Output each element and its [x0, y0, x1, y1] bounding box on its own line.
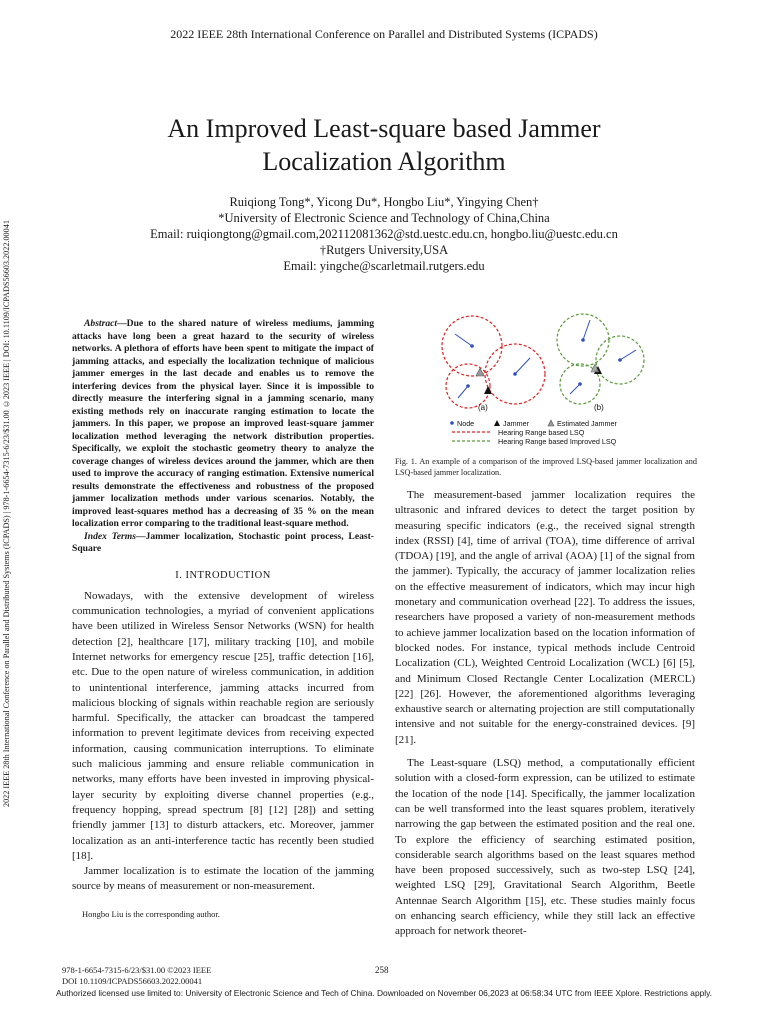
legend-node: Node [457, 419, 475, 428]
affiliation-1: *University of Electronic Science and Technology of China,China [218, 211, 550, 225]
figure-1 [440, 310, 700, 450]
corresponding-author-footnote: Hongbo Liu is the corresponding author. [82, 908, 220, 919]
email-2: Email: yingche@scarletmail.rutgers.edu [283, 259, 485, 273]
panel-b-label: (b) [594, 403, 604, 412]
conference-header: 2022 IEEE 28th International Conference on Parallel and Distributed Systems (ICPADS) [170, 27, 598, 41]
abstract-label: Abstract [84, 318, 118, 329]
jammer-marker [484, 386, 492, 394]
node-marker [581, 338, 585, 342]
panel-a-label: (a) [478, 403, 488, 412]
intro-paragraph-1: Nowadays, with the extensive development of wireless communication technologies, a myriad of convenient applications have been utilized in Wireless Sensor Networks (WSN) for health detection [2], healthcare [17], military tracking [10], and mobile Internet networks for emergency rescue [25], traffic detection [16], etc. Due to the open nature of wireless communication, in addition to unintentional interference, jamming attacks incurred from malicious blocking of signals within reachable region are seriously harmful. Specifically, the attacker can broadcast the tampered information to prevent legitimate devices from receiving expected information, causing communication interruptions. To eliminate such malicious jamming and ensure reliable communication in networks, many efforts have been invested in improving physical-layer security by exploiting diverse channel properties (e.g., frequency hopping, spread spectrum [8] [12] [28]) and setting friendly jammer [13] to disturb attackers, etc. Moreover, jammer localization as an anti-interference tactic has recently been studied [18]. [72, 589, 374, 862]
node-marker [618, 358, 622, 362]
left-column [72, 318, 374, 922]
node-marker [513, 372, 517, 376]
index-terms-text: —Jammer localization, Stochastic point process, Least-Square [72, 530, 374, 554]
page-number: 258 [375, 965, 389, 975]
email-1: Email: ruiqiongtong@gmail.com,202112081362@std.uestc.edu.cn, hongbo.liu@uestc.edu.cn [150, 227, 618, 241]
sidebar-doi-text: 2022 IEEE 28th International Conference on Parallel and Distributed Systems (ICPADS) | 978-1-6654-7315-6/23/$31.00 ©2023 IEEE | DOI: 10.1109/ICPADS56603.2022.00041 [2, 220, 11, 808]
section-heading-introduction: I. INTRODUCTION [175, 569, 271, 581]
figure-1-diagram [440, 310, 700, 450]
footer-doi: DOI 10.1109/ICPADS56603.2022.00041 [62, 975, 203, 986]
authorized-use-notice: Authorized licensed use limited to: University of Electronic Science and Tech of China. Downloaded on November 06,2023 at 06:58:34 UTC from IEEE Xplore. Restrictions apply. [55, 988, 713, 998]
footer-isbn: 978-1-6654-7315-6/23/$31.00 ©2023 IEEE [62, 965, 212, 975]
legend-lsq: Hearing Range based LSQ [498, 428, 585, 437]
node-marker [470, 344, 474, 348]
caption-label: Fig. 1. [395, 457, 417, 466]
legend-jammer: Jammer [503, 419, 529, 428]
node-marker [466, 384, 470, 388]
caption-text: An example of a comparison of the improved LSQ-based jammer localization and LSQ-based jammer localization. [395, 457, 697, 477]
node-marker [578, 382, 582, 386]
figure-legend [450, 419, 617, 446]
abstract [72, 318, 374, 556]
right-paragraph-1: The measurement-based jammer localization requires the ultrasonic and infrared devices to detect the target position by measuring specific indicators (e.g., the received signal strength index (RSSI) [4], time of arrival (TOA), time difference of arrival (TDOA) [19], and the angle of arrival (AOA) [1] of the signal from the jammer). Typically, the accuracy of jammer localization relies on the effective measurement of indicators, which may incur high monetary and communication overhead [22]. To address the issues, researchers have proposed a variety of non-measurement methods to achieve jammer localization based on the location information of blocked nodes. For instance, typical methods include Centroid Localization (CL), Weighted Centroid Localization (WCL) [6] [5], and Minimum Closed Rectangle Center Localization (MERCL) [22] [26]. However, the aforementioned algorithms leveraging exhaustive search or alternating projection are still computationally intensive and not suitable for the energy-constrained devices. [9] [21]. [395, 489, 695, 746]
author-names: Ruiqiong Tong*, Yicong Du*, Hongbo Liu*, Yingying Chen† [229, 195, 539, 209]
affiliation-2: †Rutgers University,USA [319, 243, 449, 257]
author-block [0, 194, 768, 274]
panel-b [557, 314, 644, 412]
legend-improved-lsq: Hearing Range based Improved LSQ [498, 437, 617, 446]
legend-estimated-jammer: Estimated Jammer [557, 419, 617, 428]
panel-a [442, 316, 545, 412]
abstract-text: —Due to the shared nature of wireless mediums, jamming attacks have long been a great hazard to the security of wireless networks. A plethora of efforts have been spent to mitigate the impact of jamming attacks, and especially the localization technique of malicious jammer emerges in the last decade and enables us to remove the interfering devices from the physical layer. Since it is impossible to directly measure the interfering signal in a jamming scenario, many existing methods rely on inaccurate ranging estimation to locate the jammers. In this paper, we propose an improved least-square jammer localization method leveraging the network distribution properties. Specifically, we exploit the stochastic geometry theory to analyze the coverage changes of wireless devices around the jammer, which are then used to improve the accuracy of ranging estimation. Extensive numerical results demonstrate the effectiveness and robustness of the proposed jammer localization methods under various scenarios. Notably, the improved least-squares method has a decreasing of 35 % on the mean localization error comparing to the traditional least-square method. [72, 318, 374, 529]
footer-isbn-doi [62, 965, 211, 986]
figure-1-caption [395, 456, 697, 478]
index-terms-label: Index Terms [84, 530, 136, 542]
right-paragraph-2: The Least-square (LSQ) method, a computationally efficient solution with a closed-form expression, can be utilized to estimate the location of the node [14]. Specifically, the jammer localization can be well transformed into the least squares problem, iteratively narrowing the gap between the estimated position and the real one. To explore the efficiency of searching estimated position, considerable search algorithms based on the least squares method have been proposed successively, such as two-step LSQ [24], weighted LSQ [29], Gravitational Search Algorithm, Beetle Antennae Search Algorithm [15], etc. These studies mainly focus on enhancing search efficiency, while they still lack an effective approach for network theoret- [395, 757, 695, 938]
intro-paragraph-2: Jammer localization is to estimate the location of the jamming source by means of measurement or non-measurement. [72, 865, 374, 893]
estimated-jammer-marker [476, 368, 484, 376]
right-column [395, 488, 695, 940]
paper-title: An Improved Least-square based Jammer Localization Algorithm [167, 114, 601, 176]
